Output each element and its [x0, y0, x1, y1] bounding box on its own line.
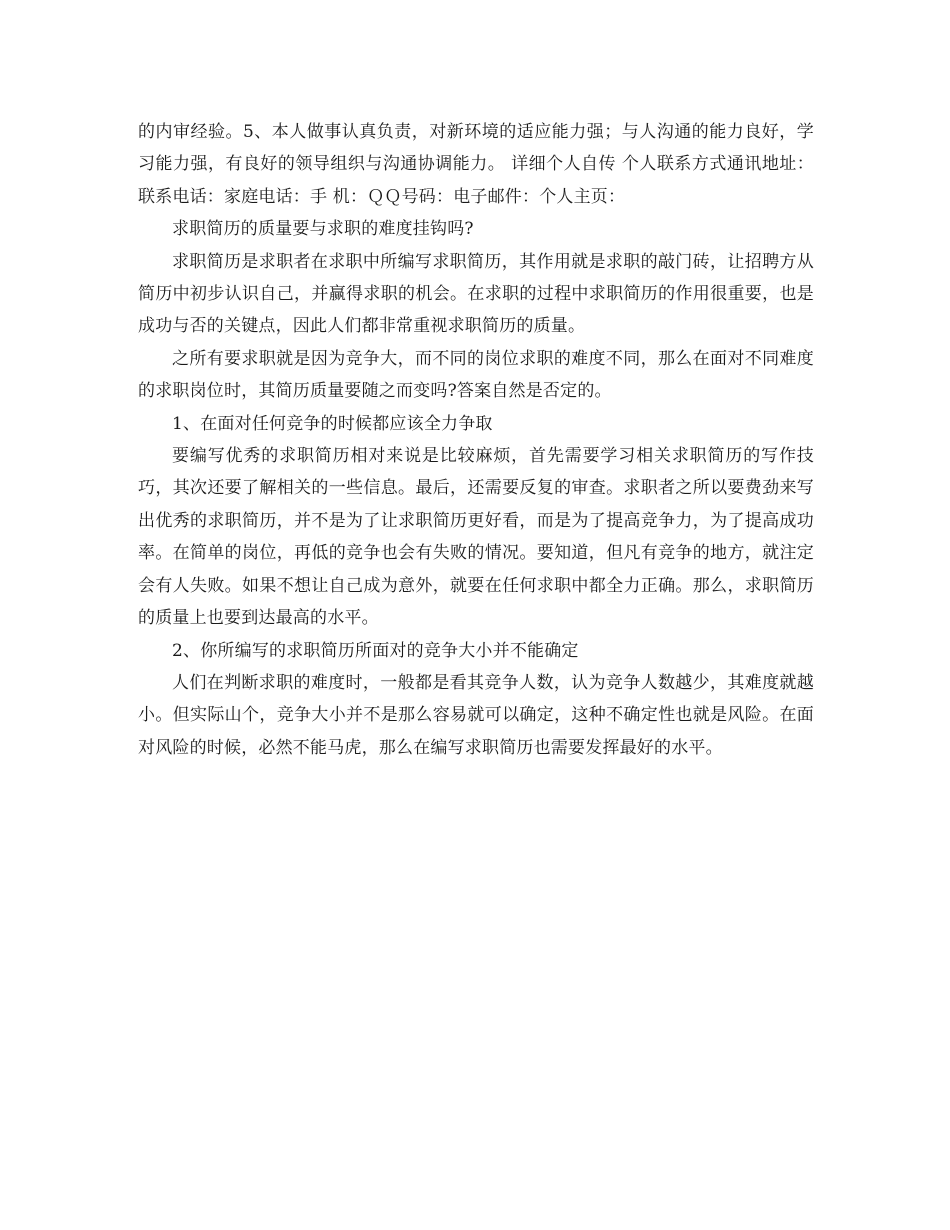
paragraph-point-2-heading: 2、你所编写的求职简历所面对的竞争大小并不能确定: [172, 640, 579, 661]
paragraph-competition: 之所有要求职就是因为竞争大，而不同的岗位求职的难度不同，那么在面对不同难度的求职岗位时，其简历质量要随之而变吗?答案自然是否定的。: [138, 348, 814, 402]
paragraph-point-1-heading: 1、在面对任何竞争的时候都应该全力争取: [172, 413, 493, 434]
paragraph-point-2-body: 人们在判断求职的难度时，一般都是看其竞争人数，认为竞争人数越少，其难度就越小。但实际山个，竞争大小并不是那么容易就可以确定，这种不确定性也就是风险。在面对风险的时候，必然不能马虎，那么在编写求职简历也需要发挥最好的水平。: [138, 672, 814, 758]
paragraph-resume-intro: 求职简历是求职者在求职中所编写求职简历，其作用就是求职的敲门砖，让招聘方从简历中初步认识自己，并赢得求职的机会。在求职的过程中求职简历的作用很重要，也是成功与否的关键点，因此人们都非常重视求职简历的质量。: [138, 251, 814, 337]
document-page: [138, 116, 814, 764]
paragraph-point-1-body: 要编写优秀的求职简历相对来说是比较麻烦，首先需要学习相关求职简历的写作技巧，其次还要了解相关的一些信息。最后，还需要反复的审查。求职者之所以要费劲来写出优秀的求职简历，并不是为了让求职简历更好看，而是为了提高竞争力，为了提高成功率。在简单的岗位，再低的竞争也会有失败的情况。要知道，但凡有竞争的地方，就注定会有人失败。如果不想让自己成为意外，就要在任何求职中都全力正确。那么，求职简历的质量上也要到达最高的水平。: [138, 446, 814, 629]
paragraph-contact-info: 的内审经验。5、本人做事认真负责，对新环境的适应能力强；与人沟通的能力良好，学习能力强，有良好的领导组织与沟通协调能力。 详细个人自传 个人联系方式通讯地址：联系电话：家庭电话：手 机：ＱＱ号码：电子邮件：个人主页：: [138, 122, 814, 207]
paragraph-question-heading: 求职简历的质量要与求职的难度挂钩吗?: [172, 219, 474, 240]
